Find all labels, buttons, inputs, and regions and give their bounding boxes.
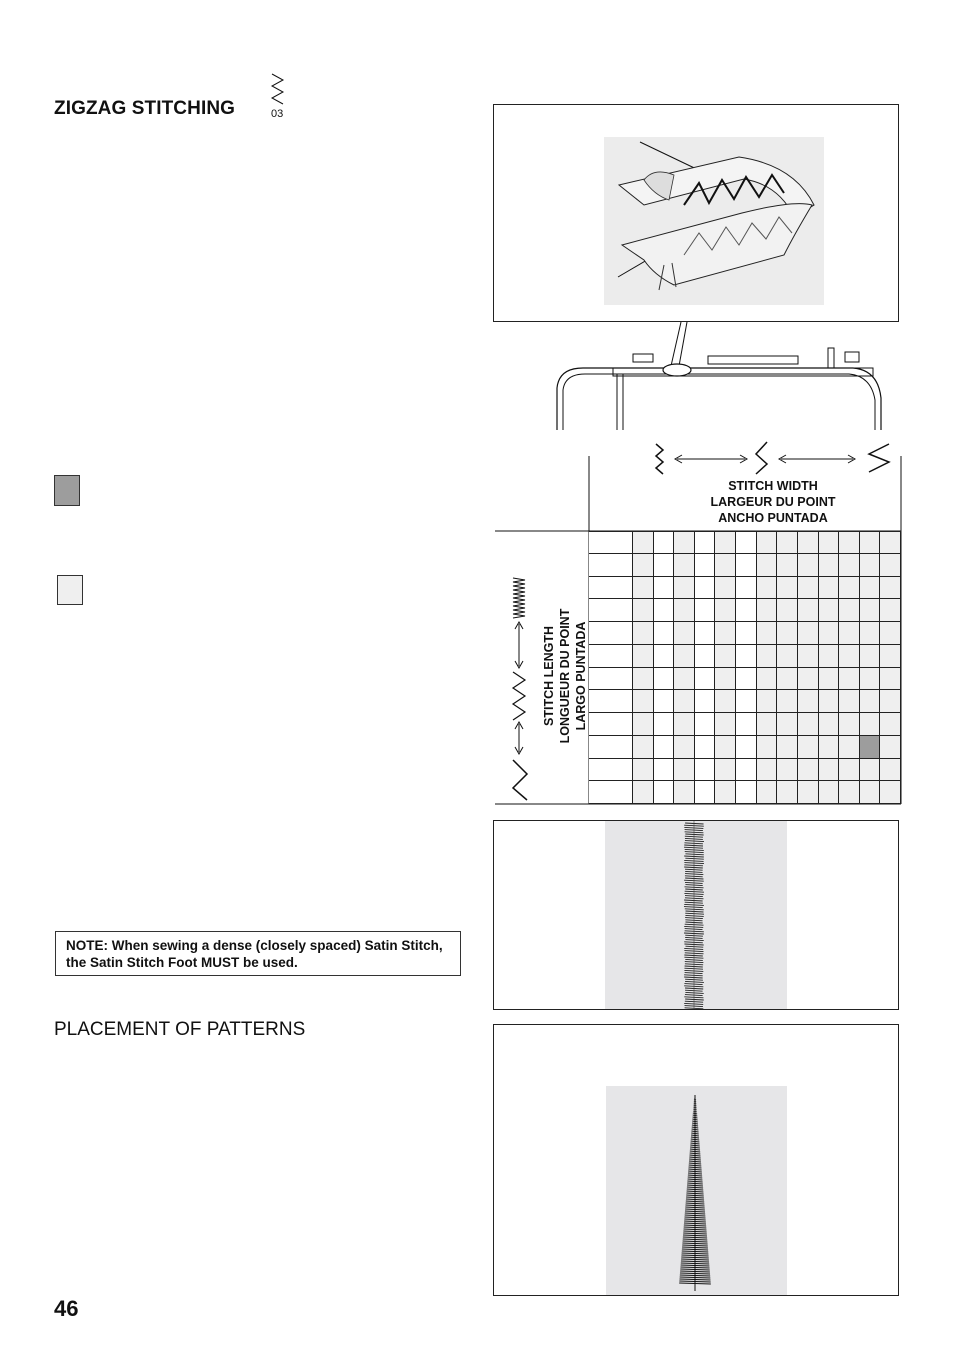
grid-cell [798, 554, 819, 577]
width-label-es: ANCHO PUNTADA [718, 511, 828, 525]
grid-cell [715, 668, 736, 691]
grid-cell [819, 554, 840, 577]
grid-cell [695, 759, 716, 782]
grid-cell [674, 668, 695, 691]
grid-cell [633, 713, 654, 736]
placement-title: PLACEMENT OF PATTERNS [54, 1019, 306, 1040]
grid-cell [798, 781, 819, 804]
grid-cell [736, 736, 757, 759]
satin-stitch-sample [493, 820, 899, 1010]
narrow-stitch-icon [656, 444, 663, 474]
grid-cell [654, 713, 675, 736]
grid-cell [798, 759, 819, 782]
note-box: NOTE: When sewing a dense (closely spaced) Satin Stitch, the Satin Stitch Foot MUST be used. [55, 931, 461, 976]
grid-cell [654, 645, 675, 668]
grid-cell [839, 713, 860, 736]
grid-cell [736, 622, 757, 645]
grid-cell [589, 577, 633, 600]
tapered-stitch-drawing [494, 1025, 898, 1295]
grid-cell [880, 622, 901, 645]
grid-cell [860, 645, 881, 668]
grid-cell [880, 599, 901, 622]
grid-cell [777, 736, 798, 759]
grid-cell [839, 622, 860, 645]
grid-cell [777, 645, 798, 668]
grid-cell [777, 668, 798, 691]
grid-cell [674, 577, 695, 600]
grid-cell [798, 577, 819, 600]
grid-cell [695, 645, 716, 668]
grid-cell [674, 690, 695, 713]
grid-cell [695, 736, 716, 759]
grid-cell [757, 781, 778, 804]
grid-cell [839, 531, 860, 554]
grid-cell [736, 645, 757, 668]
grid-cell [589, 668, 633, 691]
grid-cell [654, 736, 675, 759]
satin-stitch-drawing [494, 821, 898, 1009]
grid-cell [777, 554, 798, 577]
grid-cell [819, 736, 840, 759]
grid-cell [654, 554, 675, 577]
grid-cell [880, 736, 901, 759]
grid-cell [695, 713, 716, 736]
grid-cell [880, 781, 901, 804]
grid-cell [715, 622, 736, 645]
grid-cell [633, 759, 654, 782]
grid-cell [589, 690, 633, 713]
grid-cell [757, 759, 778, 782]
grid-cell [860, 736, 881, 759]
grid-cell [880, 690, 901, 713]
grid-cell [736, 690, 757, 713]
grid-cell [674, 713, 695, 736]
grid-cell [589, 713, 633, 736]
grid-cell [819, 781, 840, 804]
grid-cell [736, 759, 757, 782]
grid-cell [860, 690, 881, 713]
section-title: ZIGZAG STITCHING [54, 98, 236, 119]
grid-cell [839, 690, 860, 713]
legend-range-swatch [57, 575, 83, 605]
grid-cell [777, 759, 798, 782]
length-label-en: STITCH LENGTH [542, 626, 556, 726]
grid-cell [633, 781, 654, 804]
grid-cell [880, 554, 901, 577]
grid-cell [839, 736, 860, 759]
grid-cell [819, 599, 840, 622]
grid-cell [839, 645, 860, 668]
dense-stitch-icon [513, 578, 525, 618]
width-label-en: STITCH WIDTH [728, 479, 818, 493]
grid-cell [777, 690, 798, 713]
grid-cell [777, 713, 798, 736]
grid-cell [695, 690, 716, 713]
medium-length-stitch-icon [513, 672, 525, 720]
grid-cell [695, 622, 716, 645]
grid-cell [633, 690, 654, 713]
grid-cell [715, 781, 736, 804]
grid-cell [860, 554, 881, 577]
grid-cell [777, 531, 798, 554]
grid-cell [715, 759, 736, 782]
grid-cell [674, 531, 695, 554]
grid-cell [715, 599, 736, 622]
long-stitch-icon [513, 760, 527, 800]
grid-cell [839, 599, 860, 622]
fabric-illustration [493, 104, 899, 322]
grid-cell [736, 577, 757, 600]
grid-cell [736, 531, 757, 554]
grid-cell [757, 713, 778, 736]
grid-cell [589, 645, 633, 668]
grid-cell [819, 668, 840, 691]
grid-cell [695, 577, 716, 600]
grid-cell [839, 668, 860, 691]
grid-cell [839, 554, 860, 577]
grid-cell [777, 577, 798, 600]
grid-cell [798, 531, 819, 554]
grid-cell [819, 531, 840, 554]
grid-cell [819, 759, 840, 782]
grid-cell [839, 577, 860, 600]
grid-cell [589, 599, 633, 622]
grid-cell [839, 759, 860, 782]
grid-cell [798, 599, 819, 622]
grid-cell [757, 645, 778, 668]
grid-cell [880, 577, 901, 600]
grid-cell [589, 759, 633, 782]
page-number: 46 [54, 1296, 79, 1321]
grid-cell [715, 736, 736, 759]
grid-cell [819, 645, 840, 668]
tapered-stitch-sample [493, 1024, 899, 1296]
grid-cell [880, 759, 901, 782]
grid-cell [819, 713, 840, 736]
grid-cell [654, 759, 675, 782]
grid-cell [757, 736, 778, 759]
grid-cell [736, 781, 757, 804]
grid-cell [757, 690, 778, 713]
grid-cell [695, 599, 716, 622]
stitch-setting-chart [493, 440, 903, 808]
settings-grid [589, 531, 901, 804]
grid-cell [654, 668, 675, 691]
grid-cell [589, 531, 633, 554]
grid-cell [880, 668, 901, 691]
grid-cell [633, 645, 654, 668]
grid-cell [757, 599, 778, 622]
grid-cell [674, 781, 695, 804]
grid-cell [633, 736, 654, 759]
grid-cell [736, 668, 757, 691]
grid-cell [654, 622, 675, 645]
grid-cell [819, 622, 840, 645]
length-label-fr: LONGUEUR DU POINT [558, 608, 572, 744]
grid-cell [633, 622, 654, 645]
grid-cell [633, 668, 654, 691]
grid-cell [695, 531, 716, 554]
grid-cell [880, 531, 901, 554]
grid-cell [674, 759, 695, 782]
grid-cell [880, 713, 901, 736]
grid-cell [695, 668, 716, 691]
grid-cell [715, 645, 736, 668]
medium-stitch-icon [756, 442, 767, 474]
grid-cell [798, 713, 819, 736]
grid-cell [633, 599, 654, 622]
grid-cell [757, 554, 778, 577]
grid-cell [589, 622, 633, 645]
grid-cell [715, 690, 736, 713]
grid-cell [798, 645, 819, 668]
grid-cell [674, 645, 695, 668]
grid-cell [715, 531, 736, 554]
grid-cell [589, 554, 633, 577]
grid-cell [757, 531, 778, 554]
grid-cell [860, 668, 881, 691]
grid-cell [736, 713, 757, 736]
grid-cell [695, 781, 716, 804]
grid-cell [633, 554, 654, 577]
grid-cell [798, 668, 819, 691]
grid-cell [674, 599, 695, 622]
grid-cell [654, 531, 675, 554]
grid-cell [860, 759, 881, 782]
grid-cell [860, 599, 881, 622]
grid-cell [715, 577, 736, 600]
grid-cell [860, 713, 881, 736]
grid-cell [757, 622, 778, 645]
grid-cell [715, 554, 736, 577]
grid-cell [798, 622, 819, 645]
grid-cell [654, 577, 675, 600]
grid-cell [589, 781, 633, 804]
grid-cell [633, 531, 654, 554]
grid-cell [695, 554, 716, 577]
grid-cell [777, 781, 798, 804]
grid-cell [798, 690, 819, 713]
stitch-code: 03 [271, 108, 284, 120]
grid-cell [839, 781, 860, 804]
wide-stitch-icon [869, 444, 889, 472]
grid-cell [860, 531, 881, 554]
width-label-fr: LARGEUR DU POINT [710, 495, 836, 509]
grid-cell [798, 736, 819, 759]
grid-cell [633, 577, 654, 600]
grid-cell [757, 577, 778, 600]
grid-cell [674, 736, 695, 759]
grid-cell [860, 622, 881, 645]
grid-cell [757, 668, 778, 691]
grid-cell [654, 690, 675, 713]
grid-cell [819, 690, 840, 713]
grid-cell [777, 622, 798, 645]
grid-cell [589, 736, 633, 759]
grid-cell [715, 713, 736, 736]
fabric-zigzag-drawing [494, 105, 898, 321]
grid-cell [860, 781, 881, 804]
grid-cell [880, 645, 901, 668]
grid-cell [736, 599, 757, 622]
machine-top-view [493, 318, 899, 430]
length-label-es: LARGO PUNTADA [574, 621, 588, 731]
grid-cell [736, 554, 757, 577]
grid-cell [819, 577, 840, 600]
grid-cell [674, 622, 695, 645]
legend-default-setting-swatch [54, 475, 80, 506]
grid-cell [777, 599, 798, 622]
grid-cell [674, 554, 695, 577]
grid-cell [654, 599, 675, 622]
grid-cell [654, 781, 675, 804]
grid-cell [860, 577, 881, 600]
